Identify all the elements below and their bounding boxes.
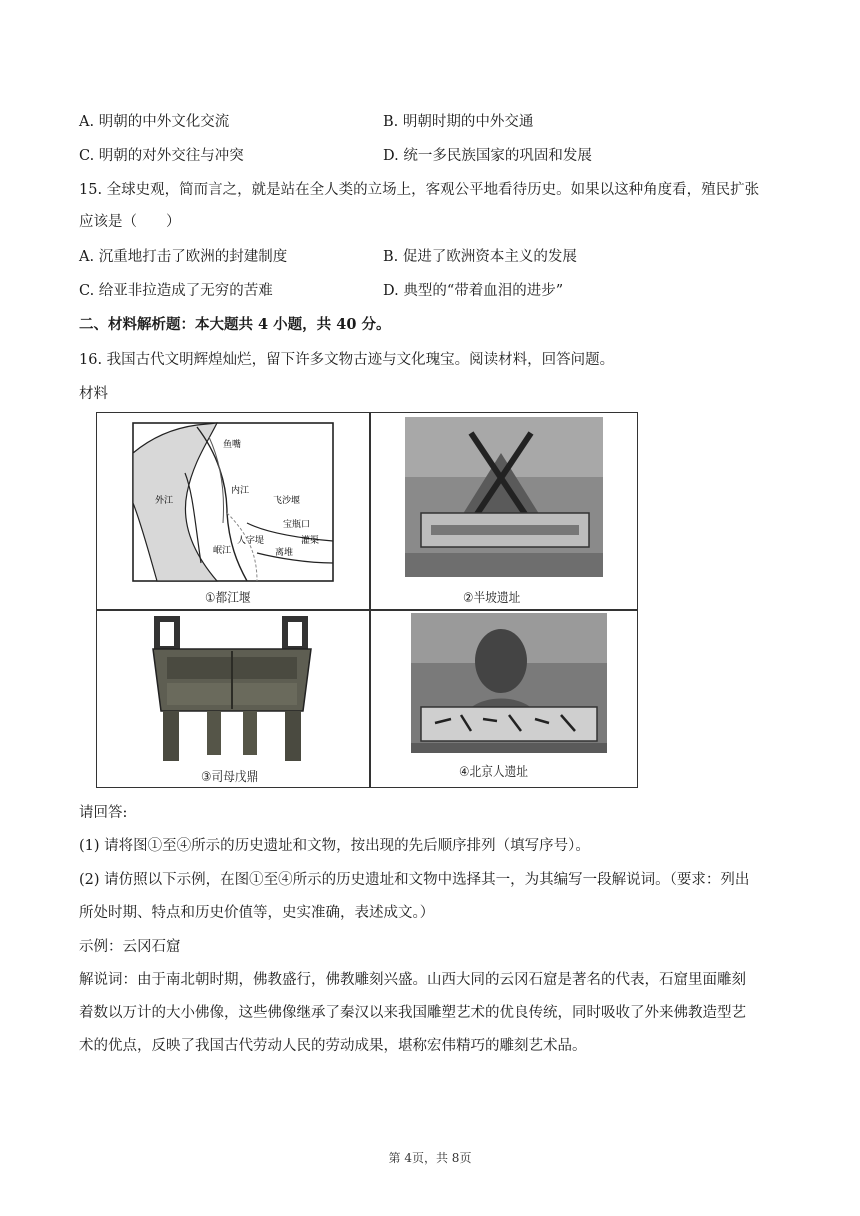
figure-simuwu-ding — [97, 611, 369, 789]
page-footer: 第 4页，共 8页 — [388, 1151, 472, 1165]
map-label-neijiang: 内江 — [231, 486, 250, 496]
example-line1: 解说词：由于南北朝时期，佛教盛行，佛教雕刻兴盛。山西大同的云冈石窟是著名的代表，石窟里面雕刻 — [79, 972, 746, 988]
section-title: 二、材料解析题：本大题共 4 小题，共 40 分。 — [79, 316, 391, 333]
q14-option-c: C. 明朝的对外交往与冲突 — [79, 148, 244, 164]
example-line3: 术的优点，反映了我国古代劳动人民的劳动成果，堪称宏伟精巧的雕刻艺术品。 — [79, 1038, 587, 1054]
example-title: 示例：云冈石窟 — [79, 939, 181, 955]
q15-option-d: D. 典型的“带着血泪的进步” — [383, 283, 564, 299]
q15-option-c: C. 给亚非拉造成了无穷的苦难 — [79, 283, 273, 299]
q15-stem-line1: 15. 全球史观，简而言之，就是站在全人类的立场上，客观公平地看待历史。如果以这种角度看，殖民扩张 — [79, 182, 760, 198]
map-label-baopingkou: 宝瓶口 — [283, 520, 311, 530]
q16-sub2-line2: 所处时期、特点和历史价值等，史实准确，表述成文。） — [79, 905, 435, 921]
map-label-minjiang: 岷江 — [213, 546, 232, 556]
figure-dujiangyan — [97, 413, 369, 609]
q14-option-d: D. 统一多民族国家的巩固和发展 — [383, 148, 592, 164]
q15-option-a: A. 沉重地打击了欧洲的封建制度 — [79, 249, 288, 265]
map-label-yuzui: 鱼嘴 — [223, 440, 242, 450]
q15-option-b: B. 促进了欧洲资本主义的发展 — [383, 249, 577, 265]
answer-prompt: 请回答: — [79, 805, 128, 821]
dujiangyan-map — [97, 413, 369, 609]
caption-banpo: ②半坡遗址 — [463, 591, 521, 606]
q16-stem: 16. 我国古代文明辉煌灿烂，留下许多文物古迹与文化瑰宝。阅读材料，回答问题。 — [79, 352, 615, 368]
caption-peking-man: ④北京人遗址 — [459, 765, 528, 780]
map-label-guanqu: 灌渠 — [301, 536, 320, 546]
example-line2: 着数以万计的大小佛像，这些佛像继承了秦汉以来我国雕塑艺术的优良传统，同时吸收了外来佛教造型艺 — [79, 1005, 746, 1021]
caption-dujiangyan: ①都江堰 — [205, 591, 251, 606]
q14-option-b: B. 明朝时期的中外交通 — [383, 114, 534, 130]
caption-simuwu-ding: ③司母戊鼎 — [201, 770, 259, 785]
map-label-lidui: 离堆 — [275, 548, 294, 558]
figure-peking-man-site — [371, 611, 639, 789]
material-figure-grid — [96, 412, 638, 788]
map-label-renziti: 人字堤 — [237, 536, 265, 546]
q14-option-a: A. 明朝的中外文化交流 — [79, 114, 230, 130]
simuwu-ding-image — [97, 611, 369, 789]
q15-stem-line2: 应该是（ ） — [79, 214, 181, 230]
q16-sub1: (1) 请将图①至④所示的历史遗址和文物，按出现的先后顺序排列（填写序号）。 — [79, 838, 590, 854]
banpo-photo — [371, 413, 639, 609]
figure-banpo — [371, 413, 639, 609]
q16-sub2-line1: (2) 请仿照以下示例，在图①至④所示的历史遗址和文物中选择其一，为其编写一段解说词。（要求：列出 — [79, 872, 750, 888]
material-label: 材料 — [79, 386, 108, 402]
map-label-waijiang: 外江 — [155, 496, 174, 506]
map-label-feishayan: 飞沙堰 — [273, 496, 301, 506]
